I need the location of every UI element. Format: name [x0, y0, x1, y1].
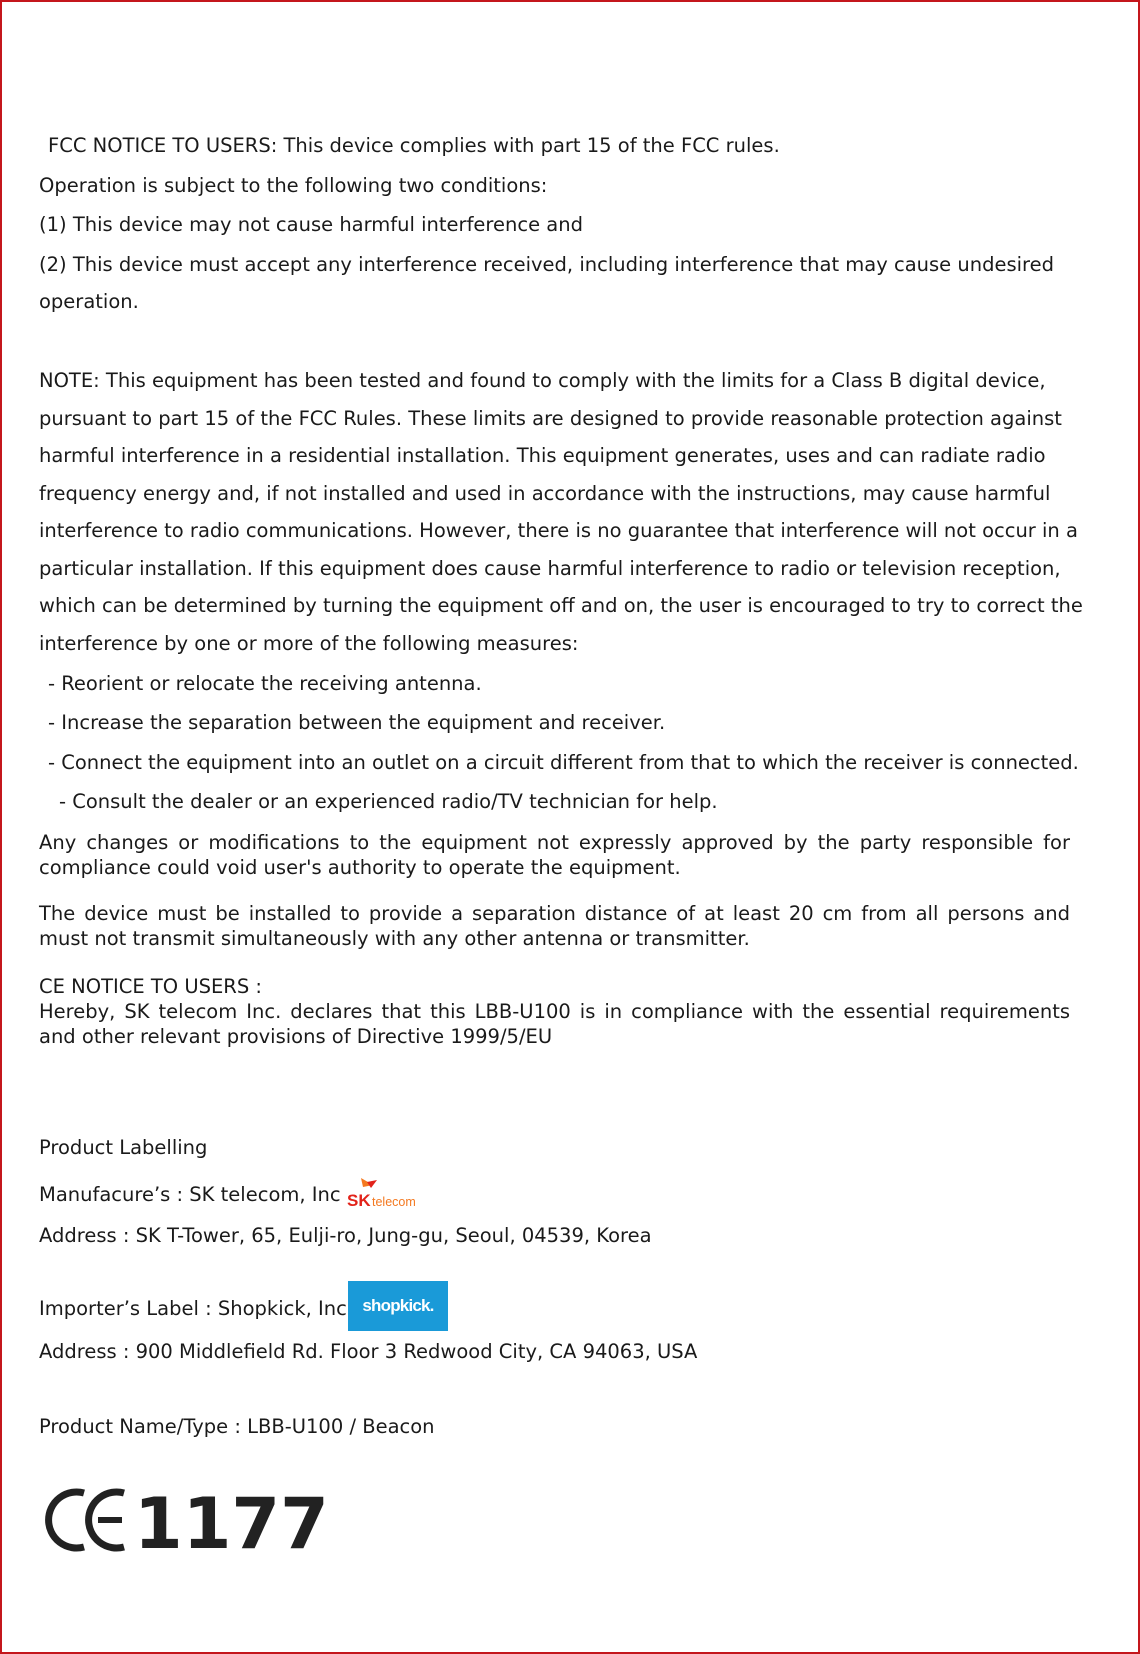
ce-mark-icon: [48, 1483, 329, 1565]
note-line: particular installation. If this equipment does cause harmful interference to radio or television reception,: [39, 557, 1061, 580]
ce-declaration: Hereby, SK telecom Inc. declares that this LBB-U100 is in compliance with the essential requirements and other relevant provisions of Directive 1999/5/EU: [39, 1000, 1070, 1048]
sk-butterfly-wing-icon: [367, 1180, 377, 1188]
note-line: pursuant to part 15 of the FCC Rules. These limits are designed to provide reasonable protection against: [39, 407, 1062, 430]
svg-text:SK: SK: [347, 1191, 371, 1210]
fcc-condition-1: (1) This device may not cause harmful interference and: [39, 213, 583, 236]
measure-item: - Connect the equipment into an outlet on a circuit different from that to which the receiver is connected.: [48, 751, 1079, 774]
fcc-intro: Operation is subject to the following two conditions:: [39, 174, 548, 197]
note-line: interference by one or more of the following measures:: [39, 632, 579, 655]
manufacturer-address: Address : SK T-Tower, 65, Eulji-ro, Jung-gu, Seoul, 04539, Korea: [39, 1224, 652, 1247]
svg-text:telecom: telecom: [372, 1195, 416, 1209]
ce-heading: CE NOTICE TO USERS :: [39, 975, 262, 998]
labelling-title: Product Labelling: [39, 1136, 208, 1159]
note-line: harmful interference in a residential installation. This equipment generates, uses and can radiate radio: [39, 444, 1046, 467]
manufacturer-label: Manufacure’s : SK telecom, Inc: [39, 1183, 341, 1206]
measure-item: - Increase the separation between the equipment and receiver.: [48, 711, 666, 734]
fcc-condition-2-cont: operation.: [39, 290, 139, 313]
rf-exposure-statement: The device must be installed to provide a separation distance of at least 20 cm from all persons and must not transmit simultaneously with any other antenna or transmitter.: [39, 902, 1070, 950]
shopkick-logo: shopkick.: [348, 1281, 448, 1331]
measure-item: - Consult the dealer or an experienced radio/TV technician for help.: [59, 790, 718, 813]
sk-telecom-logo: [347, 1176, 429, 1210]
importer-address: Address : 900 Middlefield Rd. Floor 3 Redwood City, CA 94063, USA: [39, 1340, 698, 1363]
measure-item: - Reorient or relocate the receiving antenna.: [48, 672, 482, 695]
fcc-heading: FCC NOTICE TO USERS: This device complies with part 15 of the FCC rules.: [48, 134, 780, 157]
note-line: which can be determined by turning the equipment off and on, the user is encouraged to try to correct the: [39, 594, 1083, 617]
note-line: frequency energy and, if not installed and used in accordance with the instructions, may cause harmful: [39, 482, 1051, 505]
note-line: interference to radio communications. However, there is no guarantee that interference will not occur in a: [39, 519, 1078, 542]
fcc-condition-2: (2) This device must accept any interference received, including interference that may cause undesired: [39, 253, 1054, 276]
ce-notified-body-number: 1177: [134, 1483, 329, 1565]
note-line: NOTE: This equipment has been tested and found to comply with the limits for a Class B digital device,: [39, 369, 1046, 392]
importer-label: Importer’s Label : Shopkick, Inc: [39, 1297, 347, 1320]
product-name-type: Product Name/Type : LBB-U100 / Beacon: [39, 1415, 435, 1438]
changes-warning: Any changes or modifications to the equipment not expressly approved by the party responsible for compliance could void user's authority to operate the equipment.: [39, 831, 1070, 879]
